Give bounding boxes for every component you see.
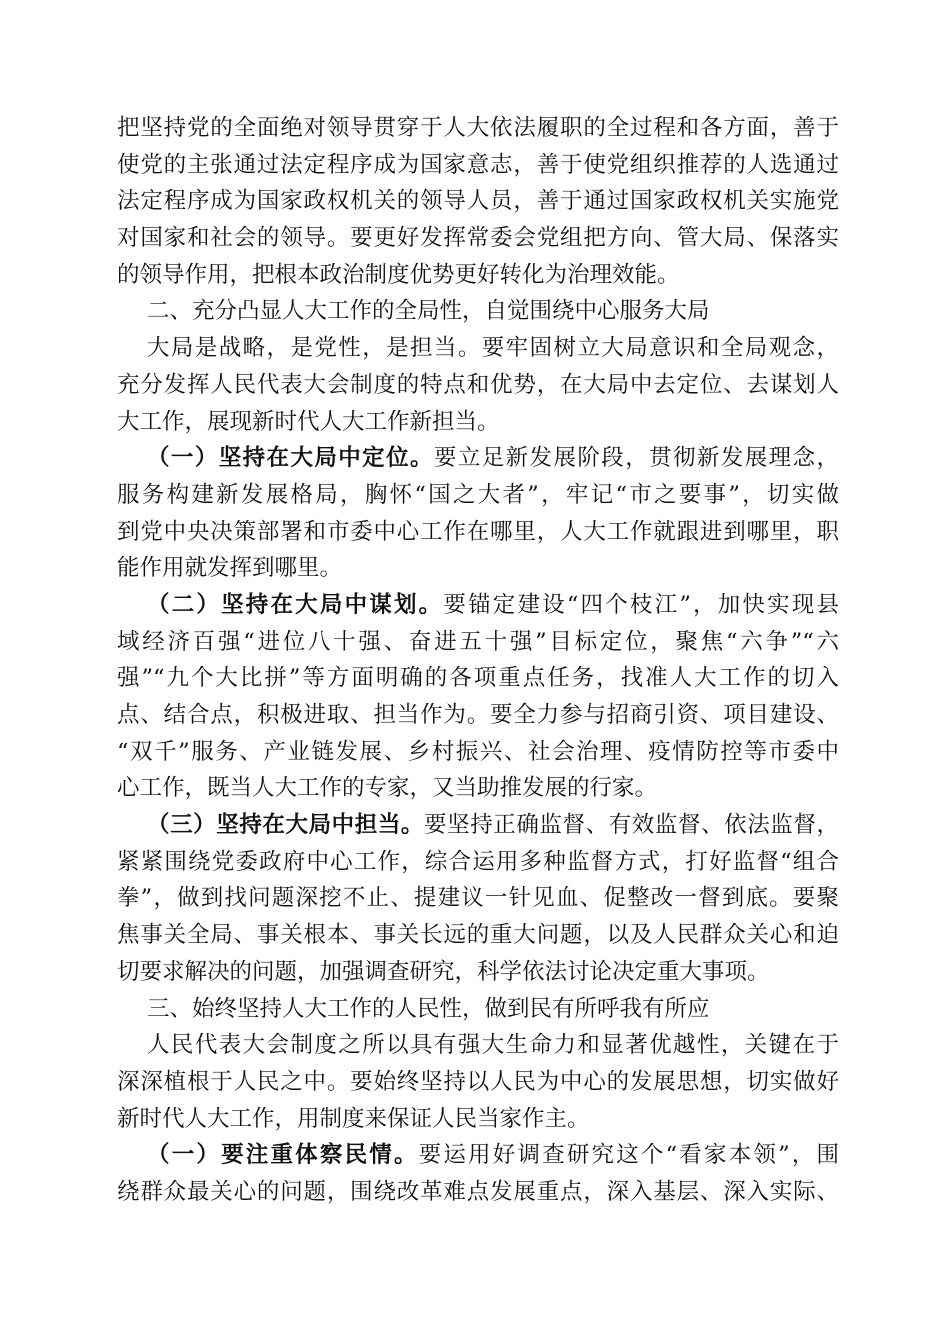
paragraph [117,1027,839,1137]
text-line [117,880,839,917]
text-line [117,1101,839,1138]
text-line [117,991,839,1028]
text-line [117,220,839,257]
section-heading [117,991,839,1028]
text-line [117,807,839,844]
paragraph [117,110,839,293]
text-line [117,1064,839,1101]
line-text: 紧紧围绕党委政府中心工作，综合运用多种监督方式，打好监督“组合 [117,848,839,875]
text-line [117,110,839,147]
line-text: 到党中央决策部署和市委中心工作在哪里，人大工作就跟进到哪里，职 [117,518,839,545]
text-line [117,550,839,587]
line-text: 深深植根于人民之中。要始终坚持以人民为中心的发展思想，切实做好 [117,1068,839,1095]
line-text: 二、充分凸显人大工作的全局性，自觉围绕中心服务大局 [147,298,710,325]
line-text: 服务构建新发展格局，胸怀“国之大者”，牢记“市之要事”，切实做 [117,481,839,508]
line-text: 切要求解决的问题，加强调查研究，科学依法讨论决定重大事项。 [117,958,770,985]
text-line [117,954,839,991]
line-text: 法定程序成为国家政权机关的领导人员，善于通过国家政权机关实施党 [117,188,839,215]
text-line [117,477,839,514]
line-text: 把坚持党的全面绝对领导贯穿于人大依法履职的全过程和各方面，善于 [117,115,839,141]
text-line [117,770,839,807]
text-line [117,1174,839,1211]
line-text: 的领导作用，把根本政治制度优势更好转化为治理效能。 [117,261,680,288]
text-line [117,440,839,477]
line-text: 焦事关全局、事关根本、事关长远的重大问题，以及人民群众关心和迫 [117,922,839,949]
text-line [117,404,839,441]
text-line [117,660,839,697]
line-text: 对国家和社会的领导。要更好发挥常委会党组把方向、管大局、保落实 [117,225,839,252]
text-line [117,147,839,184]
line-text: 使党的主张通过法定程序成为国家意志，善于使党组织推荐的人选通过 [117,151,839,178]
text-line [117,917,839,954]
line-text: 三、始终坚持人大工作的人民性，做到民有所呼我有所应 [147,995,710,1022]
paragraph [117,440,839,587]
text-line [117,734,839,771]
text-line [117,844,839,881]
text-line [117,367,839,404]
paragraph [117,1137,839,1210]
paragraph [117,587,839,807]
line-text: 新时代人大工作，用制度来保证人民当家作主。 [117,1105,590,1132]
line-text: “双千”服务、产业链发展、乡村振兴、社会治理、疫情防控等市委中 [117,738,839,765]
line-text: 绕群众最关心的问题，围绕改革难点发展重点，深入基层、深入实际、 [117,1178,839,1205]
text-line [117,183,839,220]
line-text: 充分发挥人民代表大会制度的特点和优势，在大局中去定位、去谋划人 [117,371,839,398]
text-line [117,1137,839,1174]
text-line [117,587,839,624]
paragraph-lead: （二）坚持在大局中谋划。 [147,591,444,618]
text-line [117,624,839,661]
line-text: 点、结合点，积极进取、担当作为。要全力参与招商引资、项目建设、 [117,702,839,728]
paragraph [117,807,839,990]
paragraph-lead: （一）要注重体察民情。 [147,1142,419,1169]
section-heading [117,293,839,330]
document-body [117,110,839,1211]
line-text: 大工作，展现新时代人大工作新担当。 [117,408,500,435]
text-line [117,1027,839,1064]
line-text: 要锚定建设“四个枝江”，加快实现县 [443,591,839,618]
paragraph [117,330,839,440]
line-text: 要运用好调查研究这个“看家本领”，围 [418,1142,839,1169]
text-line [117,257,839,294]
line-text: 要坚持正确监督、有效监督、依法监督， [424,812,839,839]
line-text: 拳”，做到找问题深挖不止、提建议一针见血、促整改一督到底。要聚 [117,885,839,912]
text-line [117,330,839,367]
line-text: 大局是战略，是党性，是担当。要牢固树立大局意识和全局观念， [147,335,839,362]
text-line [117,293,839,330]
line-text: 心工作，既当人大工作的专家，又当助推发展的行家。 [117,775,658,802]
line-text: 人民代表大会制度之所以具有强大生命力和显著优越性，关键在于 [147,1032,839,1059]
text-line [117,697,839,734]
line-text: 强”“九个大比拼”等方面明确的各项重点任务，找准人大工作的切入 [117,665,839,692]
line-text: 能作用就发挥到哪里。 [117,555,343,582]
line-text: 要立足新发展阶段，贯彻新发展理念， [433,445,839,472]
paragraph-lead: （三）坚持在大局中担当。 [147,812,425,839]
paragraph-lead: （一）坚持在大局中定位。 [147,445,434,472]
line-text: 域经济百强“进位八十强、奋进五十强”目标定位，聚焦“六争”“六 [117,628,839,655]
text-line [117,514,839,551]
